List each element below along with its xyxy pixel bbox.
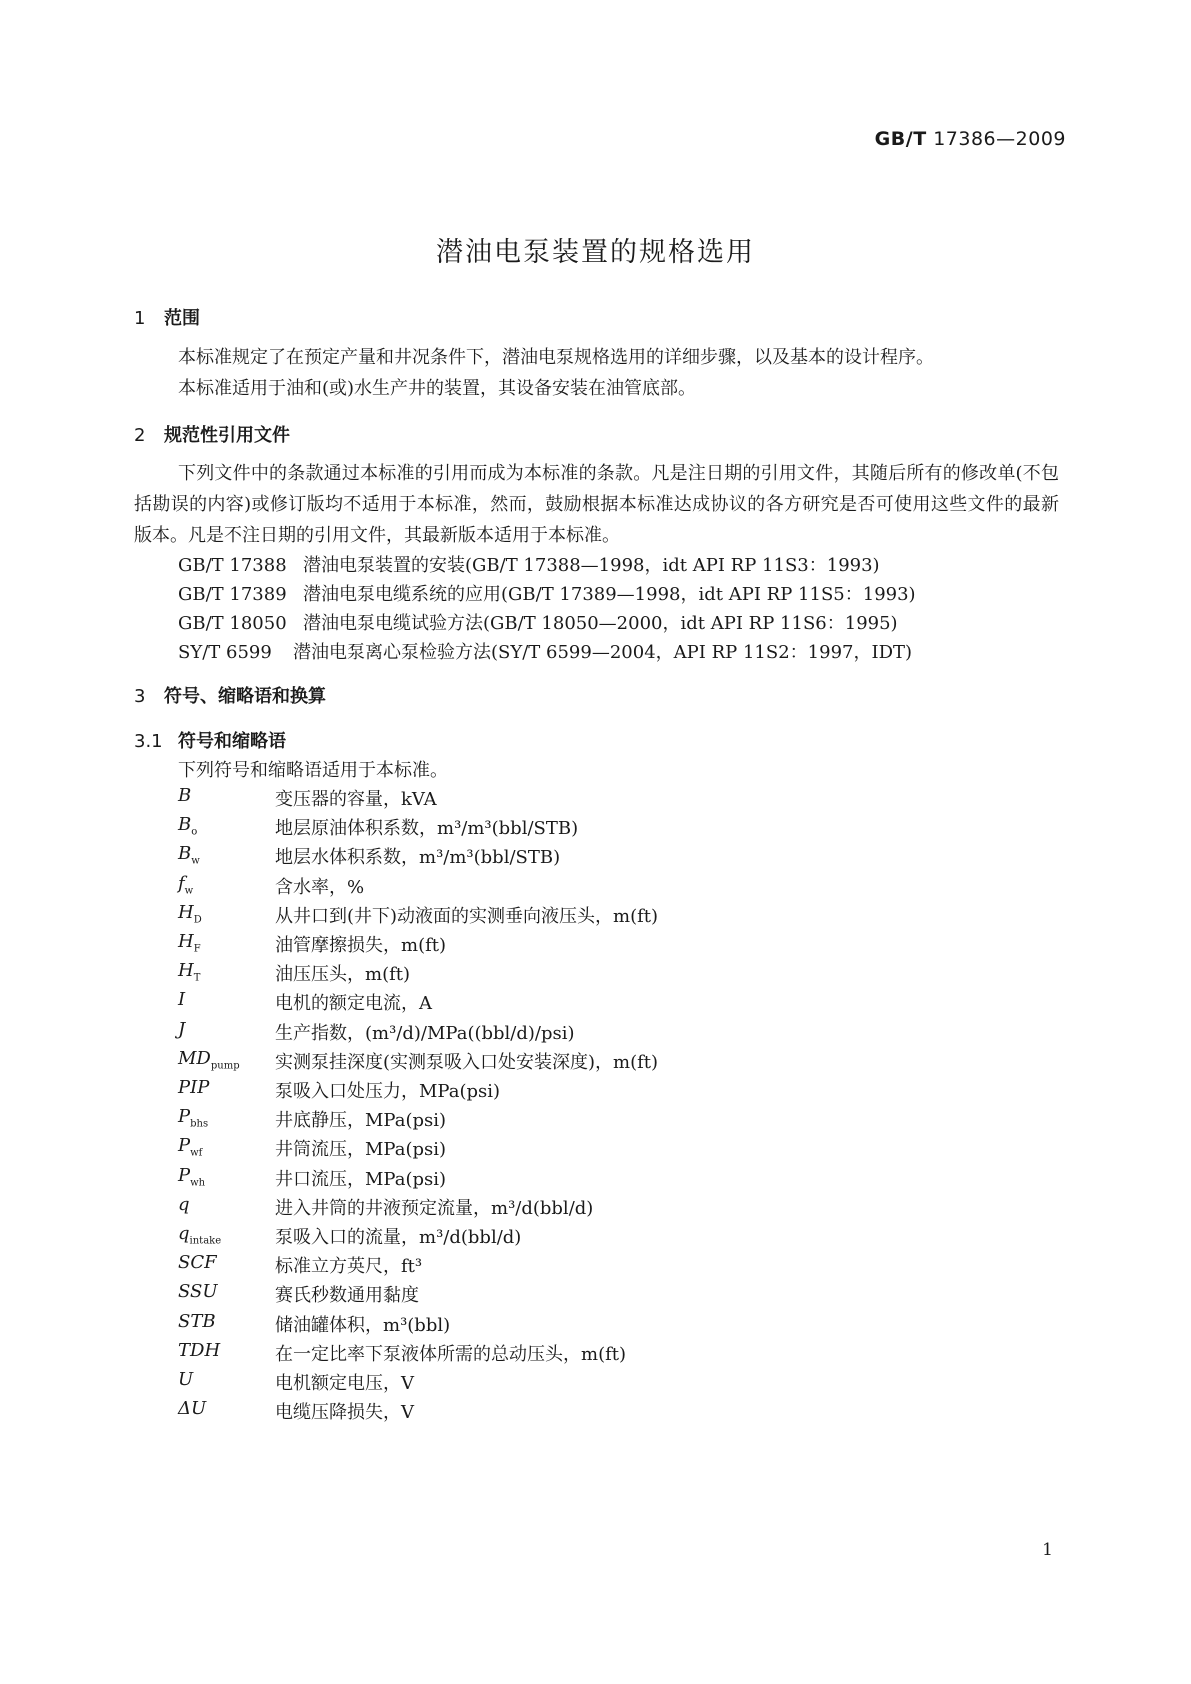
- section-1-paragraph-2: 本标准适用于油和(或)水生产井的装置，其设备安装在油管底部。: [178, 378, 697, 399]
- symbol-description: 变压器的容量，kVA: [275, 789, 437, 810]
- symbol-subscript: wh: [190, 1177, 206, 1189]
- symbol-letter: P: [178, 1135, 191, 1157]
- symbol-letter: B: [178, 785, 192, 806]
- symbol-description: 油管摩擦损失，m(ft): [275, 935, 447, 956]
- symbol-letter: STB: [178, 1310, 216, 1332]
- document-title: 潜油电泵装置的规格选用: [436, 237, 755, 268]
- symbol: [178, 1369, 273, 1390]
- symbol: [178, 1165, 273, 1189]
- symbol: [178, 1077, 273, 1098]
- section-3-heading: [134, 682, 326, 708]
- reference-item: [178, 580, 916, 606]
- symbol-description: 含水率，%: [275, 876, 365, 898]
- reference-code: GB/T 17388: [178, 555, 287, 576]
- symbol: [178, 1019, 273, 1040]
- symbol-subscript: wf: [190, 1147, 203, 1159]
- symbol-description: 泵吸入口的流量，m³/d(bbl/d): [275, 1227, 522, 1248]
- symbol: [178, 1194, 273, 1215]
- symbol-letter: J: [178, 1018, 186, 1040]
- symbol-subscript: T: [193, 972, 201, 984]
- section-number: 3.1: [134, 731, 163, 752]
- symbol-subscript: F: [193, 943, 201, 955]
- symbol-letter: B: [178, 814, 192, 836]
- standard-prefix: GB/T: [874, 128, 927, 150]
- symbol-description: 电机的额定电流，A: [275, 993, 432, 1015]
- symbol-letter: f: [178, 872, 185, 894]
- symbol-subscript: w: [191, 855, 200, 867]
- reference-code: SY/T 6599: [178, 642, 272, 663]
- symbol-description: 井口流压，MPa(psi): [275, 1168, 447, 1190]
- symbol-letter: q: [178, 1193, 190, 1215]
- reference-code: GB/T 18050: [178, 613, 287, 634]
- section-1-paragraph-1: 本标准规定了在预定产量和井况条件下，潜油电泵规格选用的详细步骤，以及基本的设计程序。: [178, 347, 934, 368]
- section-number: 2: [134, 425, 146, 446]
- symbol-letter: I: [178, 989, 186, 1011]
- section-title: 范围: [164, 308, 200, 329]
- reference-item: [178, 551, 880, 577]
- symbol-description: 储油罐体积，m³(bbl): [275, 1314, 451, 1336]
- symbol-letter: P: [178, 1164, 191, 1186]
- symbol: [178, 843, 273, 867]
- symbol-description: 油压压头，m(ft): [275, 964, 411, 986]
- symbol-letter: H: [178, 901, 194, 923]
- symbol-subscript: intake: [189, 1235, 222, 1247]
- symbol: [178, 1048, 273, 1072]
- page-number: 1: [1042, 1540, 1053, 1560]
- symbol: [178, 1398, 273, 1419]
- symbol: [178, 902, 273, 926]
- symbol-letter: H: [178, 931, 194, 952]
- reference-text: 潜油电泵装置的安装(GB/T 17388—1998，idt API RP 11S3：1993): [303, 555, 880, 576]
- reference-text: 潜油电泵离心泵检验方法(SY/T 6599—2004，API RP 11S2：1997，IDT): [293, 642, 913, 663]
- standard-number: 17386—2009: [933, 128, 1066, 150]
- symbol: [178, 960, 273, 984]
- reference-code: GB/T 17389: [178, 584, 287, 605]
- symbol-description: 在一定比率下泵液体所需的总动压头，m(ft): [275, 1343, 627, 1365]
- symbol: [178, 989, 273, 1010]
- symbol-description: 实测泵挂深度(实测泵吸入口处安装深度)，m(ft): [275, 1051, 659, 1073]
- section-title: 规范性引用文件: [164, 425, 290, 446]
- symbol: [178, 814, 273, 838]
- symbol-description: 地层原油体积系数，m³/m³(bbl/STB): [275, 818, 579, 840]
- symbol-subscript: o: [191, 826, 198, 838]
- symbol-letter: q: [178, 1223, 190, 1244]
- symbol-letter: SCF: [178, 1252, 217, 1274]
- symbol-letter: PIP: [178, 1077, 210, 1098]
- symbol: [178, 1281, 273, 1302]
- symbol-description: 电缆压降损失，V: [275, 1402, 414, 1424]
- symbol-description: 进入井筒的井液预定流量，m³/d(bbl/d): [275, 1197, 594, 1219]
- symbol: [178, 1340, 273, 1361]
- symbol-description: 电机额定电压，V: [275, 1373, 414, 1394]
- symbol: [178, 785, 273, 806]
- section-number: 1: [134, 308, 146, 329]
- symbol: [178, 1135, 273, 1159]
- symbol-letter: SSU: [178, 1281, 218, 1303]
- symbol: [178, 1311, 273, 1332]
- section-2-heading: [134, 421, 290, 447]
- symbol: [178, 1106, 273, 1130]
- symbol-letter: B: [178, 843, 192, 865]
- symbol-letter: U: [178, 1369, 194, 1390]
- section-3-1-heading: [134, 727, 286, 753]
- symbol-description: 泵吸入口处压力，MPa(psi): [275, 1081, 501, 1102]
- symbol-letter: H: [178, 960, 194, 982]
- symbol: [178, 1223, 273, 1247]
- symbol: [178, 1252, 273, 1273]
- symbol-letter: P: [178, 1106, 191, 1128]
- reference-item: [178, 609, 898, 635]
- section-3-1-intro: 下列符号和缩略语适用于本标准。: [178, 760, 448, 781]
- symbol-description: 生产指数，(m³/d)/MPa((bbl/d)/psi): [275, 1022, 575, 1044]
- symbol-subscript: w: [184, 885, 194, 897]
- symbol-description: 井筒流压，MPa(psi): [275, 1139, 447, 1161]
- symbol-description: 地层水体积系数，m³/m³(bbl/STB): [275, 847, 561, 869]
- symbol-subscript: pump: [210, 1060, 240, 1072]
- symbol: [178, 873, 273, 897]
- section-number: 3: [134, 686, 146, 707]
- symbol-description: 井底静压，MPa(psi): [275, 1110, 447, 1132]
- symbol-letter: ΔU: [178, 1398, 207, 1420]
- symbol-letter: MD: [178, 1047, 211, 1069]
- section-title: 符号和缩略语: [178, 731, 286, 752]
- section-2-intro: 下列文件中的条款通过本标准的引用而成为本标准的条款。凡是注日期的引用文件，其随后所有的修改单(不包括勘误的内容)或修订版均不适用于本标准，然而，鼓励根据本标准达成协议的各方研究是否可使用这些文件的最新版本。凡是不注日期的引用文件，其最新版本适用于本标准。: [134, 463, 1059, 546]
- reference-text: 潜油电泵电缆试验方法(GB/T 18050—2000，idt API RP 11S6：1995): [303, 613, 898, 634]
- section-title: 符号、缩略语和换算: [164, 686, 326, 707]
- symbol-description: 赛氏秒数通用黏度: [275, 1285, 419, 1307]
- symbol-letter: TDH: [178, 1339, 221, 1361]
- symbol-description: 标准立方英尺，ft³: [275, 1256, 423, 1278]
- reference-item: [178, 638, 912, 664]
- standard-code: [875, 128, 1066, 150]
- section-1-heading: [134, 304, 200, 330]
- symbol: [178, 931, 273, 955]
- reference-text: 潜油电泵电缆系统的应用(GB/T 17389—1998，idt API RP 11S5：1993): [303, 584, 916, 605]
- symbol-subscript: D: [193, 914, 202, 926]
- symbol-subscript: bhs: [190, 1118, 209, 1130]
- symbol-description: 从井口到(井下)动液面的实测垂向液压头，m(ft): [275, 905, 659, 927]
